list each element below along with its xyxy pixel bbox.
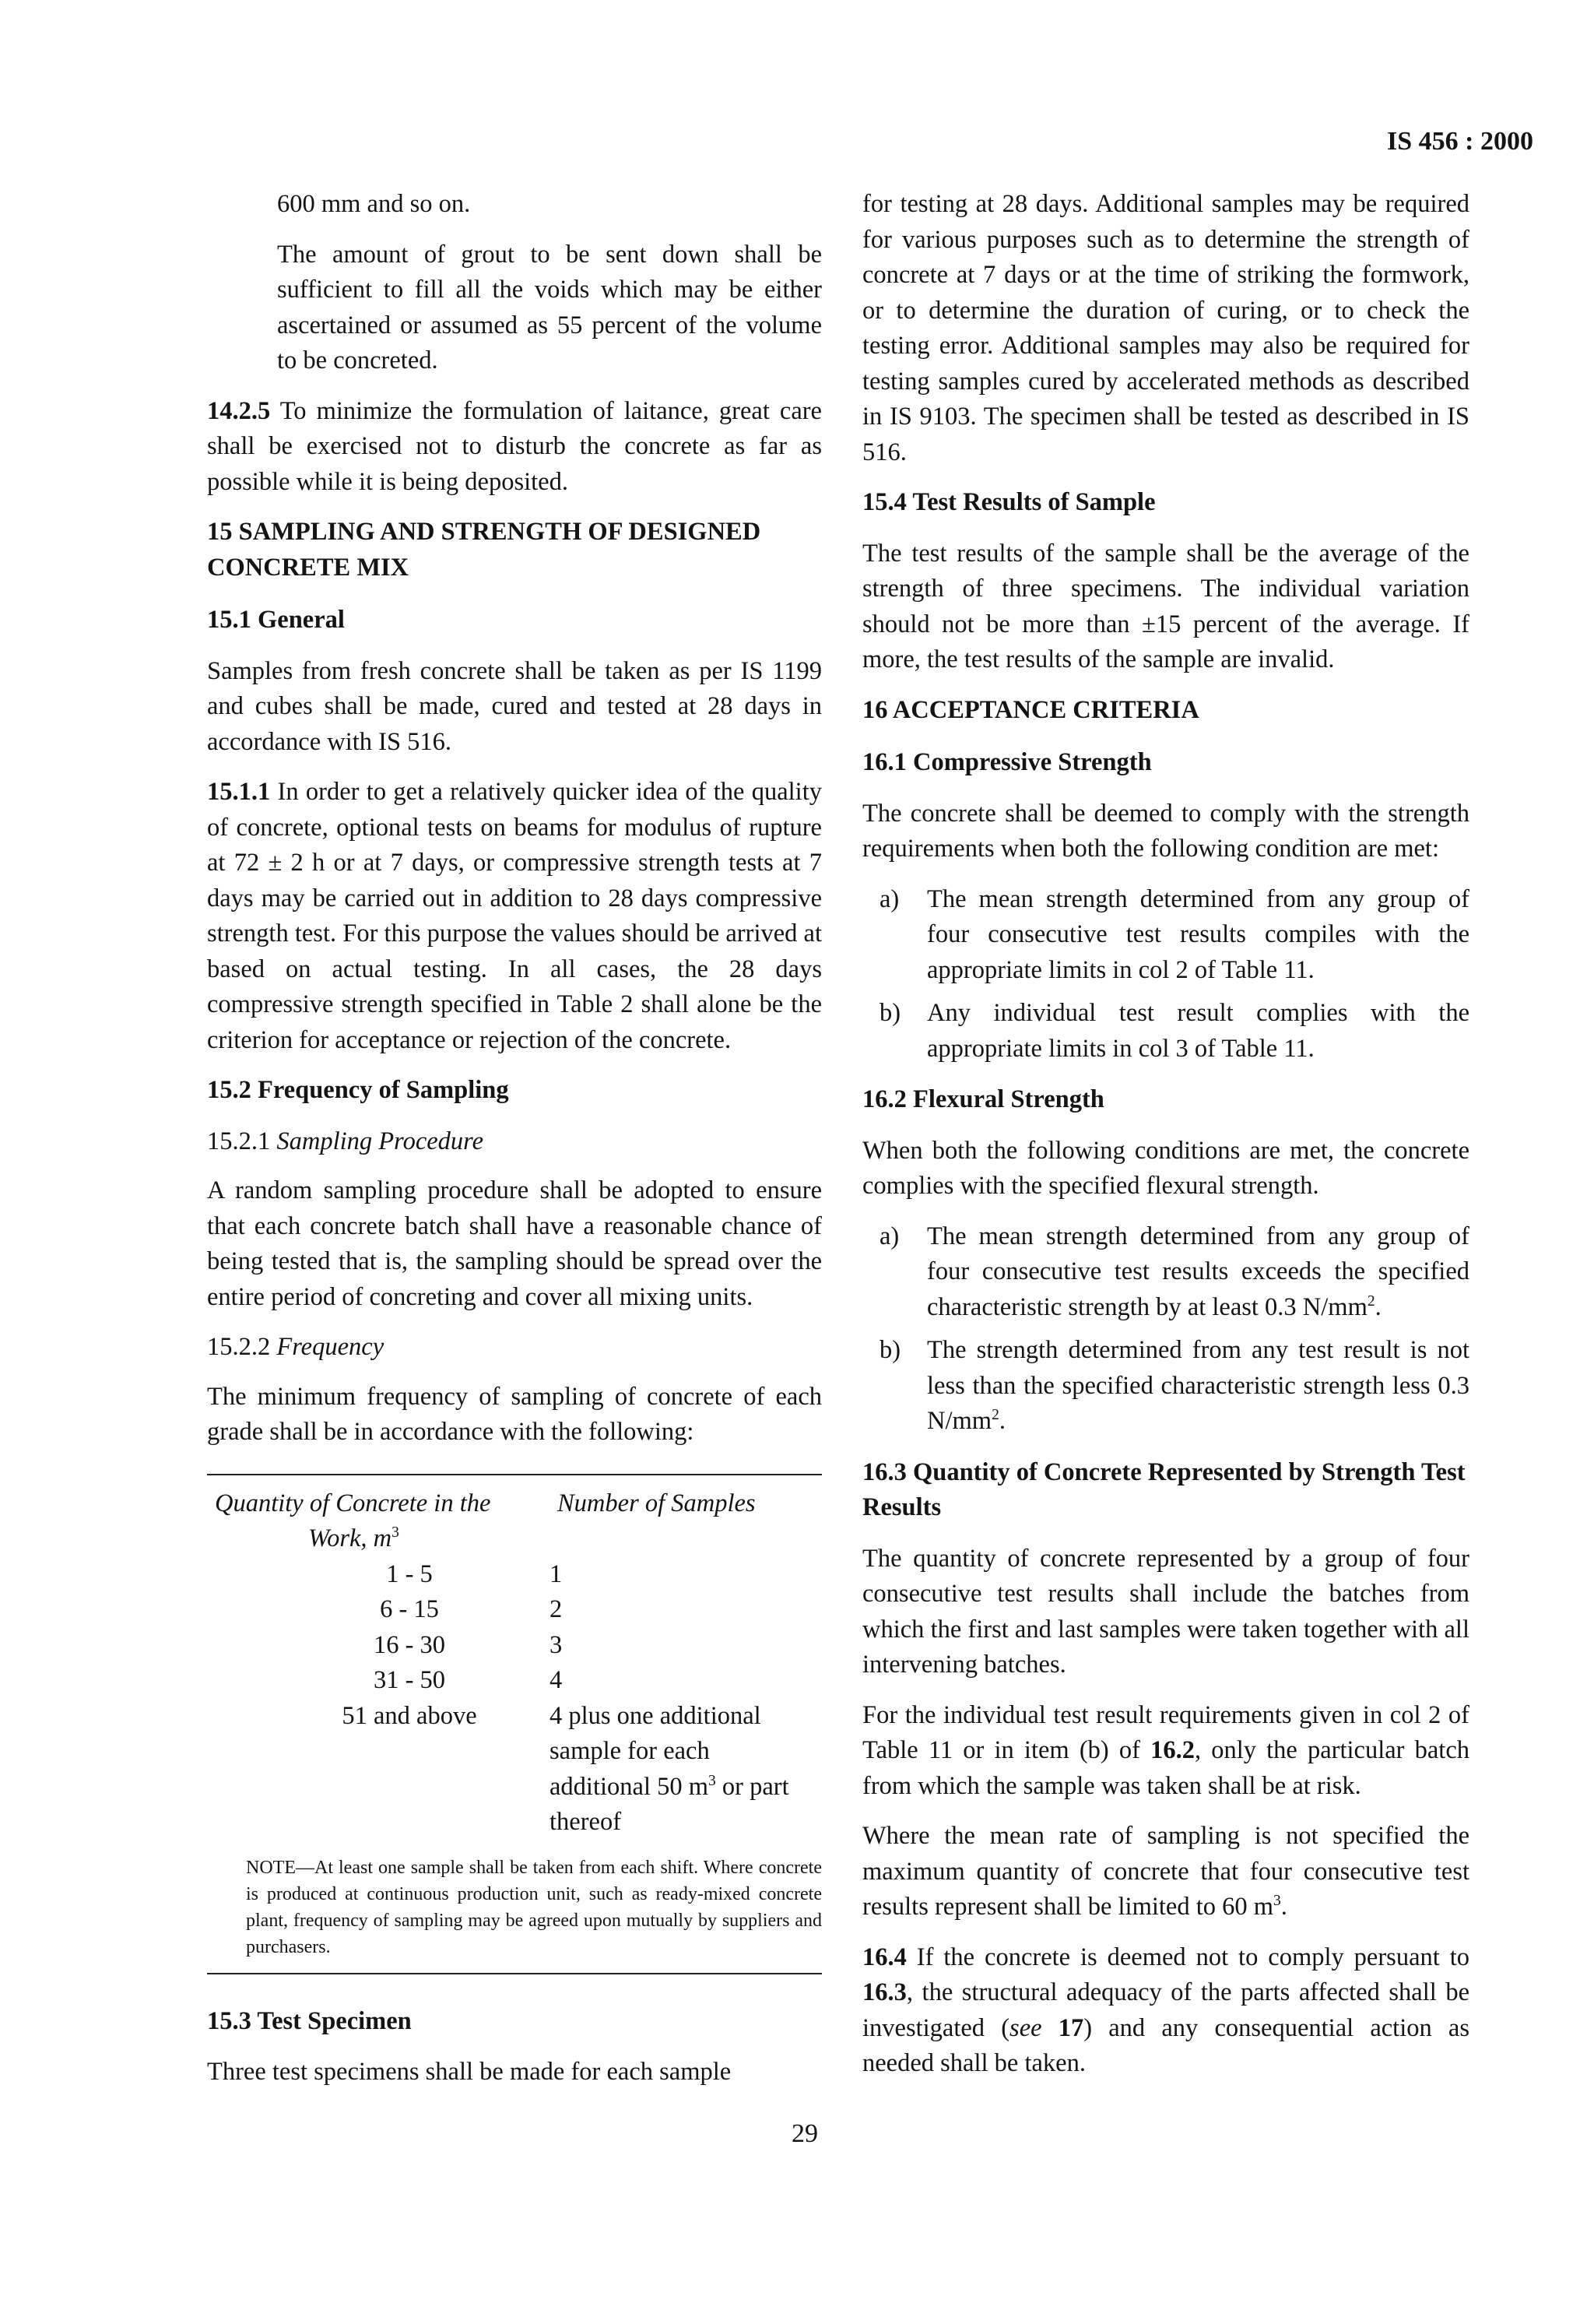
cross-reference: 16.3 xyxy=(862,1978,907,2006)
heading-15-1: 15.1 General xyxy=(207,606,345,634)
table-cell: 3 xyxy=(549,1630,563,1659)
table-cell: 16 - 30 xyxy=(373,1630,446,1659)
running-header: IS 456 : 2000 xyxy=(1387,127,1533,156)
table-cell: 4 xyxy=(549,1666,563,1694)
table-header xyxy=(207,1486,822,1557)
clause-number: 15.2.1 xyxy=(207,1127,271,1155)
table-cell: 6 - 15 xyxy=(380,1595,439,1623)
item-marker: b) xyxy=(880,999,901,1027)
list-item: b) Any individual test result complies with the appropriate limits in col 3 of Table 11. xyxy=(862,996,1469,1067)
table-row xyxy=(207,1628,822,1664)
paragraph: For the individual test result requirements given in col 2 of Table 11 or in item (b) of 16.2, only the particular batch from which the sample was taken shall be at risk. xyxy=(862,1700,1470,1800)
column-header-samples: Number of Samples xyxy=(557,1489,756,1517)
paragraph: Where the mean rate of sampling is not specified the maximum quantity of concrete that four consecutive test results represent shall be limited to 60 $m^3$. xyxy=(862,1822,1469,1921)
table-row xyxy=(207,1557,822,1593)
clause-14-2-5 xyxy=(207,394,822,501)
list-item: a) The mean strength determined from any group of four consecutive test results exceeds the specified characteristic strength by at least 0.3 $N/mm^2$. xyxy=(862,1219,1469,1326)
clause-15-1-1 xyxy=(207,775,822,1058)
heading-15-2-2 xyxy=(207,1330,822,1366)
paragraph: A random sampling procedure shall be adopted to ensure that each concrete batch shall have a reasonable chance of being tested that is, the sampling should be spread over the entire period of concreting and cover all mixing units. xyxy=(207,1176,822,1311)
table-cell: 1 xyxy=(549,1559,563,1588)
clause-number: 16.4 xyxy=(862,1943,907,1971)
clause-text: To minimize the formulation of laitance, great care shall be exercised not to disturb the concrete as far as possible while it is being deposited. xyxy=(207,396,822,496)
table-cell: 4 plus one additional sample for each additional 50 $m^3$ or part thereof xyxy=(549,1701,789,1836)
clause-16-4: 16.4 If the concrete is deemed not to comply persuant to 16.3, the structural adequacy of the parts affected shall be investigated (see 17) and any consequential action as needed shall be taken. xyxy=(862,1943,1469,2077)
table-note: NOTE—At least one sample shall be taken from each shift. Where concrete is produced at continuous production unit, such as ready-mixed concrete plant, frequency of sampling may be agreed upon mutually by suppliers and purchasers. xyxy=(246,1857,822,1957)
paragraph: Samples from fresh concrete shall be taken as per IS 1199 and cubes shall be made, cured and tested at 28 days in accordance with IS 516. xyxy=(207,656,822,756)
paragraph: for testing at 28 days. Additional samples may be required for various purposes such as to determine the strength of concrete at 7 days or at the time of striking the formwork, or to determine the duration of curing, or to check the testing error. Additional samples may also be required for testing samples cured by accelerated methods as described in IS 9103. The specimen shall be tested as described in IS 516. xyxy=(862,190,1469,466)
right-column xyxy=(862,187,1469,2097)
list-item: b) The strength determined from any test result is not less than the specified characteristic strength less 0.3 $N/mm^2$. xyxy=(862,1333,1469,1440)
page-number: 29 xyxy=(792,2119,818,2148)
heading-15-3: 15.3 Test Specimen xyxy=(207,2006,412,2035)
heading-15-2-1 xyxy=(207,1124,822,1160)
paragraph: The quantity of concrete represented by a group of four consecutive test results shall include the batches from which the first and last samples were taken together with all intervening batches. xyxy=(862,1544,1469,1679)
clause-title: Sampling Procedure xyxy=(276,1127,484,1155)
paragraph: Three test specimens shall be made for each sample xyxy=(207,2058,732,2086)
list-item: a) The mean strength determined from any group of four consecutive test results compiles with the appropriate limits in col 2 of Table 11. xyxy=(862,882,1469,989)
heading-16-2: 16.2 Flexural Strength xyxy=(862,1085,1104,1113)
table-cell: 1 - 5 xyxy=(386,1559,433,1588)
compressive-criteria-list xyxy=(862,882,1469,1067)
table-row xyxy=(207,1592,822,1628)
table-cell: 51 and above xyxy=(342,1701,477,1730)
clause-title: Frequency xyxy=(276,1333,384,1361)
paragraph: When both the following conditions are met, the concrete complies with the specified flexural strength. xyxy=(862,1136,1469,1200)
table-cell: 31 - 50 xyxy=(373,1666,446,1694)
heading-15-4: 15.4 Test Results of Sample xyxy=(862,488,1156,516)
item-marker: a) xyxy=(880,884,900,913)
paragraph: The test results of the sample shall be the average of the strength of three specimens. The individual variation should not be more than ±15 percent of the average. If more, the test results of the sample are invalid. xyxy=(862,539,1469,673)
section-heading-15: 15 SAMPLING AND STRENGTH OF DESIGNED CONCRETE MIX xyxy=(207,518,761,582)
flexural-criteria-list xyxy=(862,1219,1469,1440)
cross-reference: 17 xyxy=(1058,2013,1084,2042)
left-column xyxy=(207,187,822,2105)
paragraph: 600 mm and so on. xyxy=(277,190,471,218)
paragraph: The concrete shall be deemed to comply with the strength requirements when both the following condition are met: xyxy=(862,799,1469,863)
sampling-frequency-table xyxy=(207,1474,822,1974)
clause-number: 15.1.1 xyxy=(207,778,271,806)
table-cell: 2 xyxy=(549,1595,563,1623)
clause-text: In order to get a relatively quicker idea of the quality of concrete, optional tests on beams for modulus of rupture at 72 ± 2 h or at 7 days, or compressive strength tests at 7 days may be carried out in addition to 28 days compressive strength test. For this purpose the values should be arrived at based on actual testing. In all cases, the 28 days compressive strength specified in Table 2 shall alone be the criterion for acceptance or rejection of the concrete. xyxy=(207,778,822,1054)
paragraph: The minimum frequency of sampling of concrete of each grade shall be in accordance with the following: xyxy=(207,1382,822,1446)
item-marker: b) xyxy=(880,1336,901,1364)
clause-number: 15.2.2 xyxy=(207,1333,271,1361)
clause-number: 14.2.5 xyxy=(207,396,271,425)
heading-15-2: 15.2 Frequency of Sampling xyxy=(207,1076,509,1104)
table-row xyxy=(207,1699,822,1841)
column-header-quantity: Quantity of Concrete in the Work, $m^3$ xyxy=(215,1489,491,1552)
section-heading-16: 16 ACCEPTANCE CRITERIA xyxy=(862,695,1199,724)
heading-16-1: 16.1 Compressive Strength xyxy=(862,748,1152,776)
paragraph: The amount of grout to be sent down shall be sufficient to fill all the voids which may be either ascertained or assumed as 55 percent of the volume to be concreted. xyxy=(277,240,822,374)
item-marker: a) xyxy=(880,1222,900,1250)
cross-reference: 16.2 xyxy=(1150,1736,1195,1764)
heading-16-3: 16.3 Quantity of Concrete Represented by Strength Test Results xyxy=(862,1457,1466,1521)
table-row xyxy=(207,1663,822,1699)
